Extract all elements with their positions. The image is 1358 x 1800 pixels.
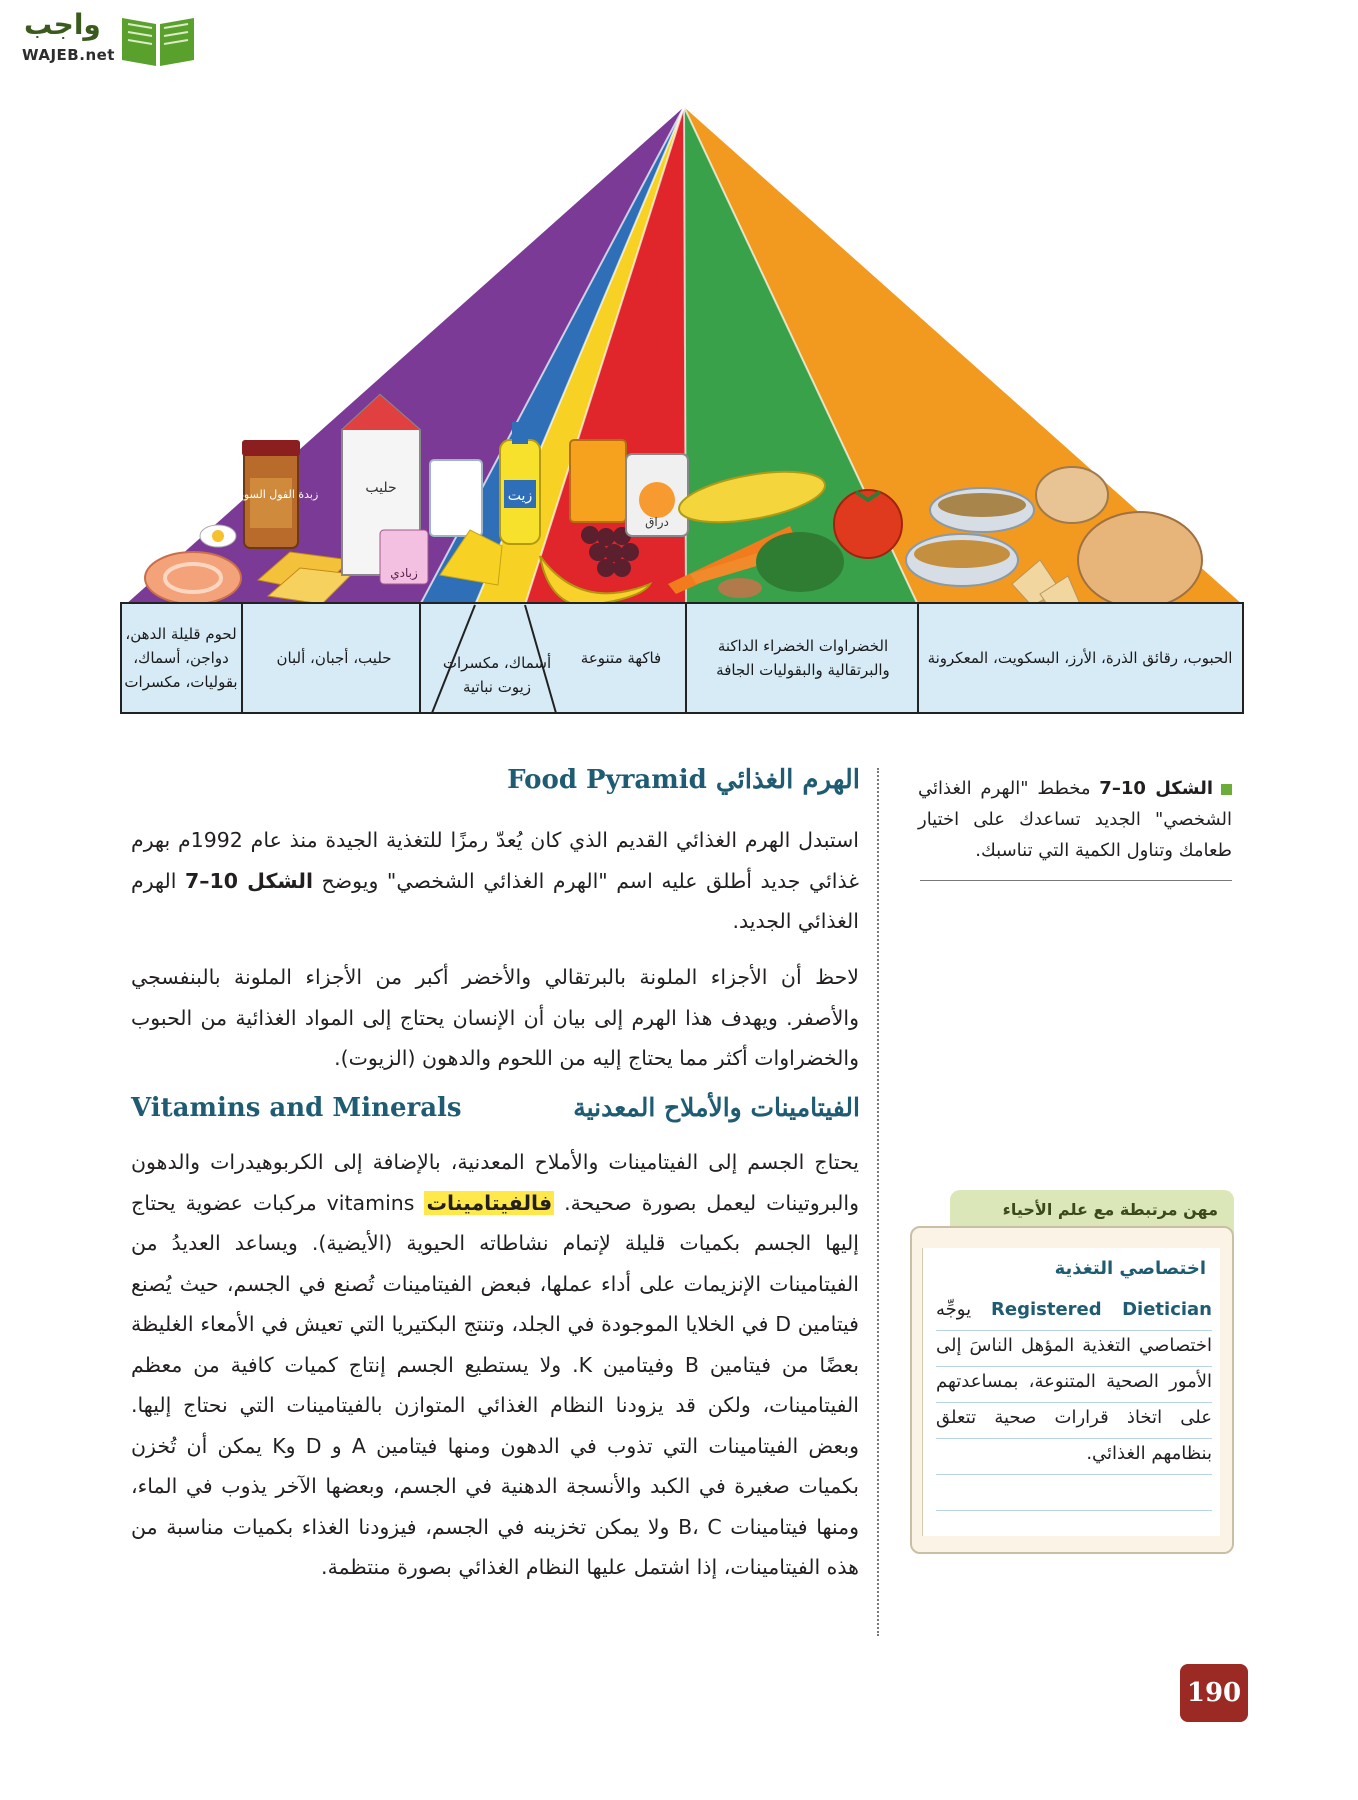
label-fruits: فاكهة متنوعة: [580, 649, 662, 667]
vitamins-highlight-term: فالفيتامينات: [426, 1190, 553, 1215]
label-grains: الحبوب، رقائق الذرة، الأرز، البسكويت، المعكرونة: [927, 649, 1233, 667]
career-box: [910, 1190, 1234, 1550]
page-number: 190: [1180, 1664, 1248, 1722]
para1-figure-ref: الشكل 10–7: [184, 868, 313, 893]
logo-arabic-text: واجب: [24, 8, 101, 41]
figure-caption: [918, 773, 1232, 866]
bread-loaf-illustration: [1078, 512, 1202, 608]
logo-latin-text: WAJEB.net: [22, 46, 115, 64]
vitamins-text-b: vitamins مركبات عضوية يحتاج إليها الجسم بكميات قليلة لإتمام نشاطاته الحيوية (الأيضية). ويساعد العديدُ من الفيتامينات الإنزيمات على أداء عملها، فبعض الفيتامينات تُصنع في الجسم، حيث يُصنع فيتامين D في الخلايا الموجودة في الجلد، وتنتج البكتيريا التي تعيش في الأمعاء الغليظة بعضًا من فيتامين B وفيتامين K. ولا يستطيع الجسم إنتاج كميات كافية من معظم الفيتامينات، ولكن قد يزودنا النظام الغذائي المتوازن بالفيتامينات التي نحتاج إليها. وبعض الفيتامينات التي تذوب في الدهون ومنها فيتامين A و D وK يمكن أن تُخزن بكميات صغيرة في الكبد والأنسجة الدهنية في الجسم، وبعضها الآخر يذوب في الماء، ومنها فيتامينات B، C ولا يمكن تخزينه في الجسم، فيزودنا الغذاء بكميات مناسبة من هذه الفيتامينات، إذا اشتمل عليها النظام الغذائي بصورة منتظمة.: [131, 1190, 860, 1579]
food-group-labels: [121, 603, 1243, 713]
salmon-illustration: [145, 552, 241, 604]
career-description: يوجِّه اختصاصي التغذية المؤهل الناسَ إلى الأمور الصحية المتنوعة، بمساعدتهم على اتخاذ قرارات صحية تتعلق بنظامهم الغذائي.: [936, 1299, 1212, 1464]
para1-text-b: الهرم الغذائي الجديد.: [131, 868, 859, 933]
label-vegetables: الخضراوات الخضراء الداكنة والبرتقالية والبقوليات الجافة: [716, 637, 890, 679]
section-title-food-pyramid: الهرم الغذائي Food Pyramid: [507, 765, 860, 795]
bread-roll-illustration: [1036, 467, 1108, 523]
paragraph-food-pyramid-intro: [131, 820, 859, 942]
career-title: اختصاصي التغذية: [1054, 1258, 1206, 1279]
caption-text: مخطط "الهرم الغذائي الشخصي" الجديد تساعدك على اختيار طعامك وتناول الكمية التي تناسبك.: [918, 778, 1232, 861]
milk-carton-label: حليب: [365, 480, 397, 496]
yogurt-label: زبادي: [390, 566, 418, 580]
vitamins-text-a: يحتاج الجسم إلى الفيتامينات والأملاح المعدنية، بالإضافة إلى الكربوهيدرات والدهون والبروتينات ليعمل بصورة صحيحة.: [131, 1150, 859, 1215]
milk-glass-illustration: [430, 460, 482, 536]
section-title-vitamins-ar: الفيتامينات والأملاح المعدنية: [573, 1093, 860, 1122]
peach-can-label: دراق: [645, 515, 669, 529]
career-tab: مهن مرتبطة مع علم الأحياء: [950, 1190, 1234, 1234]
beans-illustration: [718, 578, 762, 598]
career-text: [936, 1292, 1212, 1472]
greens-illustration: [756, 532, 844, 592]
paragraph-vitamins: [131, 1142, 859, 1588]
column-divider: [877, 768, 879, 1636]
caption-bullet-icon: [1221, 784, 1232, 795]
oil-bottle-label: زيت: [507, 488, 533, 504]
career-english-term: Registered Dietician: [991, 1299, 1212, 1320]
caption-underline: [920, 880, 1232, 881]
label-milk: حليب، أجبان، ألبان: [276, 649, 392, 667]
label-meat: لحوم قليلة الدهن، دواجن، أسماك، بقوليات، مكسرات: [124, 625, 238, 691]
caption-figure-ref: الشكل 10–7: [1099, 778, 1213, 799]
para1-text-a: استبدل الهرم الغذائي القديم الذي كان يُعدّ رمزًا للتغذية الجيدة منذ عام 1992م بهرم غذائي جديد أطلق عليه اسم "الهرم الغذائي الشخصي" ويوضح: [131, 828, 859, 893]
label-oils: أسماك، مكسرات زيوت نباتية: [442, 654, 552, 696]
orange-juice-illustration: [570, 440, 626, 522]
paragraph-food-pyramid-note: لاحظ أن الأجزاء الملونة بالبرتقالي والأخضر أكبر من الأجزاء الملونة بالبنفسجي والأصفر. ويهدف هذا الهرم إلى بيان أن الإنسان يحتاج إلى المواد الغذائية من الحبوب والخضراوات أكثر مما يحتاج إليه من اللحوم والدهون (الزيوت).: [131, 965, 859, 1070]
peanut-butter-label: زبدة الفول السوداني: [223, 488, 319, 501]
section-title-vitamins-en: Vitamins and Minerals: [131, 1093, 462, 1123]
